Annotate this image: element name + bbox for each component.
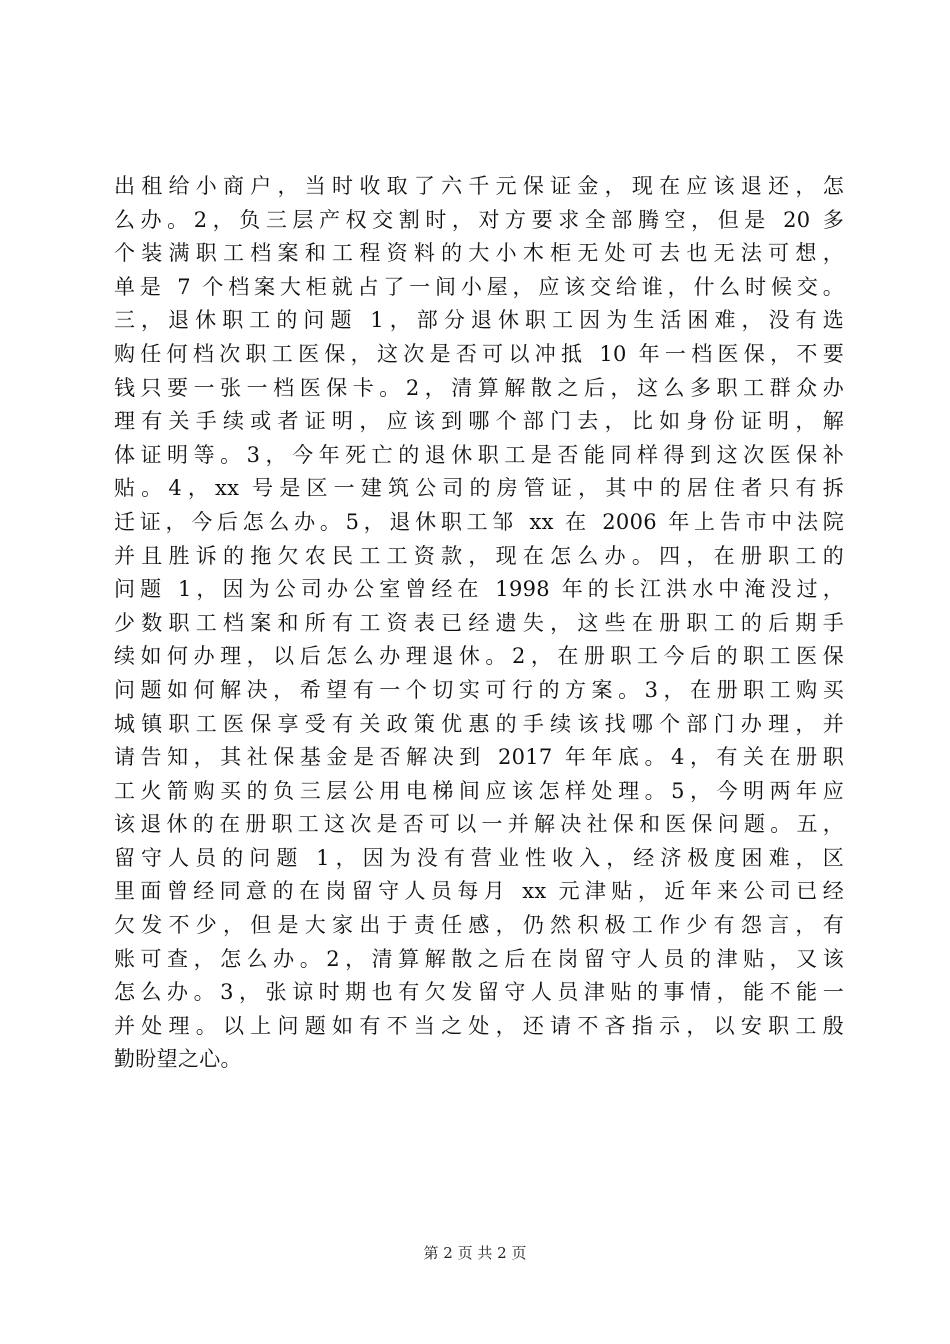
text-line: 迁证，今后怎么办。5，退休职工邹 xx 在 2006 年上告市中法院 bbox=[114, 509, 844, 534]
text-line: 少数职工档案和所有工资表已经遗失，这些在册职工的后期手 bbox=[114, 610, 844, 635]
body-text bbox=[114, 170, 844, 1077]
text-line: 城镇职工医保享受有关政策优惠的手续该找哪个部门办理，并 bbox=[114, 711, 844, 736]
text-line: 体证明等。3，今年死亡的退休职工是否能同样得到这次医保补 bbox=[114, 442, 844, 467]
text-line: 账可查，怎么办。2，清算解散之后在岗留守人员的津贴，又该 bbox=[114, 946, 844, 971]
text-line: 里面曾经同意的在岗留守人员每月 xx 元津贴，近年来公司已经 bbox=[114, 879, 844, 904]
text-line: 请告知，其社保基金是否解决到 2017 年年底。4，有关在册职 bbox=[114, 745, 844, 770]
text-line-last: 勤盼望之心。 bbox=[114, 1047, 242, 1072]
text-line: 么办。2，负三层产权交割时，对方要求全部腾空，但是 20 多 bbox=[114, 207, 844, 232]
text-line: 购任何档次职工医保，这次是否可以冲抵 10 年一档医保，不要 bbox=[114, 341, 844, 366]
text-line: 工火箭购买的负三层公用电梯间应该怎样处理。5，今明两年应 bbox=[114, 778, 844, 803]
text-line: 怎么办。3，张谅时期也有欠发留守人员津贴的事情，能不能一 bbox=[114, 980, 844, 1005]
text-line: 并且胜诉的拖欠农民工工资款，现在怎么办。四，在册职工的 bbox=[114, 543, 844, 568]
text-line: 该退休的在册职工这次是否可以一并解决社保和医保问题。五， bbox=[114, 812, 844, 837]
text-line: 三，退休职工的问题 1，部分退休职工因为生活困难，没有选 bbox=[114, 308, 844, 333]
text-line: 理有关手续或者证明，应该到哪个部门去，比如身份证明，解 bbox=[114, 409, 844, 434]
text-line: 钱只要一张一档医保卡。2，清算解散之后，这么多职工群众办 bbox=[114, 375, 844, 400]
text-line: 出租给小商户，当时收取了六千元保证金，现在应该退还，怎 bbox=[114, 174, 844, 198]
text-line: 问题 1，因为公司办公室曾经在 1998 年的长江洪水中淹没过， bbox=[114, 577, 844, 602]
text-line: 贴。4，xx 号是区一建筑公司的房管证，其中的居住者只有拆 bbox=[114, 476, 844, 501]
text-line: 问题如何解决，希望有一个切实可行的方案。3，在册职工购买 bbox=[114, 677, 844, 702]
text-line: 留守人员的问题 1，因为没有营业性收入，经济极度困难，区 bbox=[114, 845, 844, 870]
page-number-footer: 第 2 页 共 2 页 bbox=[423, 1244, 527, 1262]
text-line: 单是 7 个档案大柜就占了一间小屋，应该交给谁，什么时候交。 bbox=[114, 274, 844, 299]
text-line: 欠发不少，但是大家出于责任感，仍然积极工作少有怨言，有 bbox=[114, 913, 844, 938]
text-line: 续如何办理，以后怎么办理退休。2，在册职工今后的职工医保 bbox=[114, 644, 844, 669]
text-line: 个装满职工档案和工程资料的大小木柜无处可去也无法可想， bbox=[114, 241, 844, 266]
text-line: 并处理。以上问题如有不当之处，还请不吝指示，以安职工殷 bbox=[114, 1013, 844, 1038]
